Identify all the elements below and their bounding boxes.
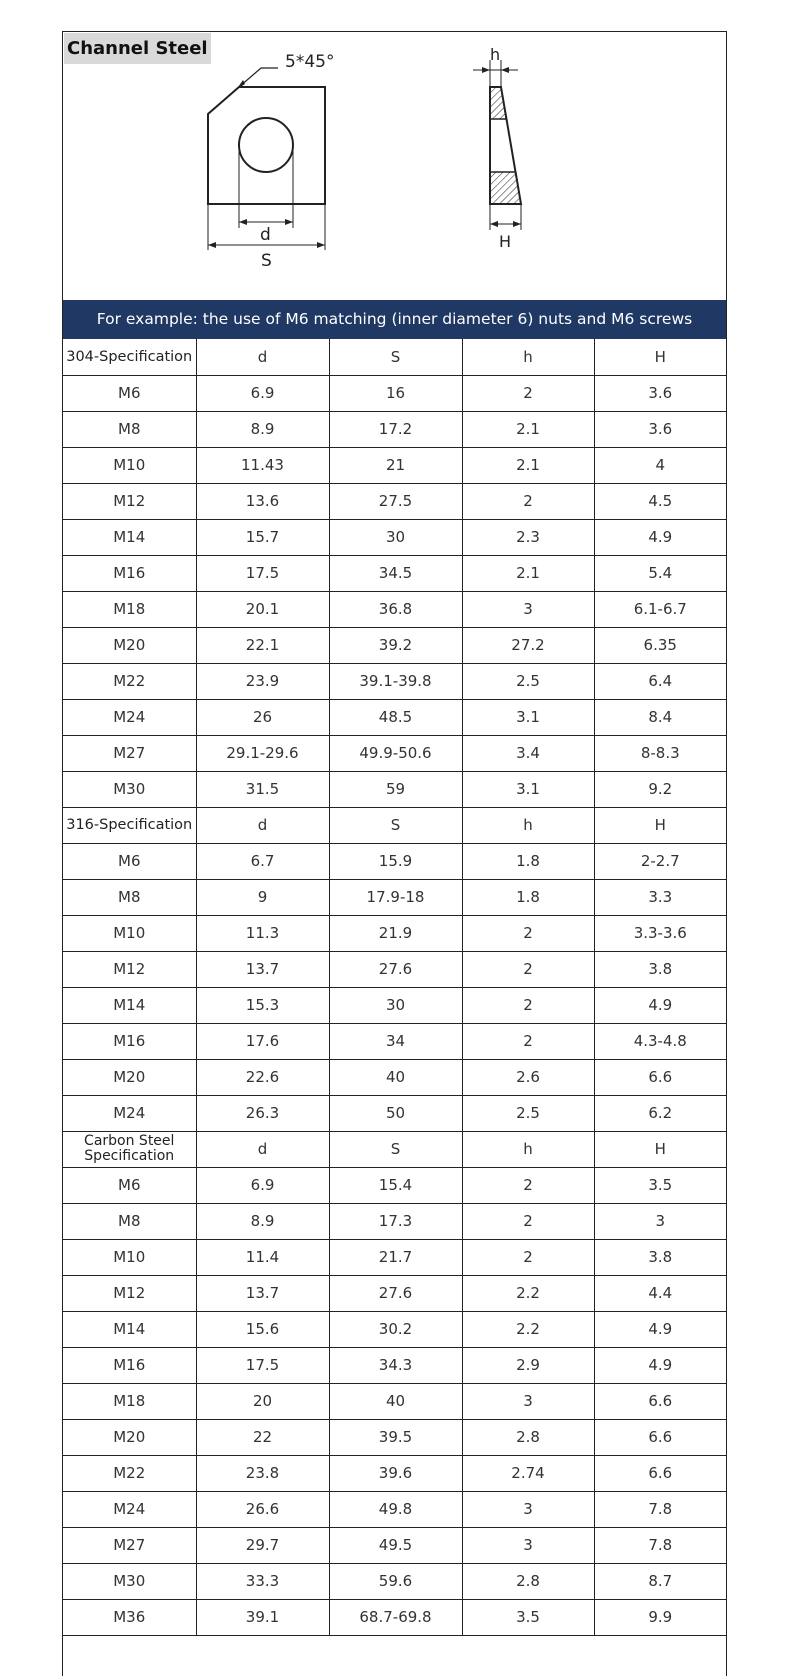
value-cell: 3.6 bbox=[594, 375, 726, 411]
value-cell: 3.3-3.6 bbox=[594, 915, 726, 951]
value-cell: 30 bbox=[329, 987, 462, 1023]
table-row bbox=[63, 519, 726, 555]
value-cell: 3.8 bbox=[594, 951, 726, 987]
value-cell: 16 bbox=[329, 375, 462, 411]
value-cell: 31.5 bbox=[196, 771, 329, 807]
section-header-row bbox=[63, 339, 726, 375]
value-cell: 4 bbox=[594, 447, 726, 483]
value-cell: 2 bbox=[462, 987, 594, 1023]
value-cell: 30.2 bbox=[329, 1311, 462, 1347]
table-row bbox=[63, 1203, 726, 1239]
value-cell: 2.5 bbox=[462, 663, 594, 699]
column-header: S bbox=[329, 339, 462, 375]
value-cell: 7.8 bbox=[594, 1527, 726, 1563]
value-cell: 15.7 bbox=[196, 519, 329, 555]
value-cell: 2 bbox=[462, 1167, 594, 1203]
table-row bbox=[63, 1023, 726, 1059]
value-cell: 2.1 bbox=[462, 411, 594, 447]
value-cell: 20 bbox=[196, 1383, 329, 1419]
value-cell: 6.6 bbox=[594, 1455, 726, 1491]
value-cell: 2.8 bbox=[462, 1563, 594, 1599]
value-cell: 59.6 bbox=[329, 1563, 462, 1599]
size-cell: M10 bbox=[63, 447, 196, 483]
value-cell: 2.5 bbox=[462, 1095, 594, 1131]
column-header: d bbox=[196, 339, 329, 375]
value-cell: 15.9 bbox=[329, 843, 462, 879]
size-cell: M24 bbox=[63, 1095, 196, 1131]
value-cell: 11.4 bbox=[196, 1239, 329, 1275]
value-cell: 6.9 bbox=[196, 1167, 329, 1203]
value-cell: 9.9 bbox=[594, 1599, 726, 1635]
table-row bbox=[63, 879, 726, 915]
value-cell: 13.7 bbox=[196, 951, 329, 987]
value-cell: 2 bbox=[462, 915, 594, 951]
value-cell: 6.1-6.7 bbox=[594, 591, 726, 627]
table-row bbox=[63, 1455, 726, 1491]
value-cell: 39.1-39.8 bbox=[329, 663, 462, 699]
size-cell: M20 bbox=[63, 1059, 196, 1095]
value-cell: 27.6 bbox=[329, 951, 462, 987]
value-cell: 3.5 bbox=[462, 1599, 594, 1635]
value-cell: 8.9 bbox=[196, 1203, 329, 1239]
spec-table bbox=[63, 339, 726, 1636]
size-cell: M16 bbox=[63, 1347, 196, 1383]
value-cell: 17.5 bbox=[196, 1347, 329, 1383]
value-cell: 11.43 bbox=[196, 447, 329, 483]
value-cell: 20.1 bbox=[196, 591, 329, 627]
value-cell: 2 bbox=[462, 1239, 594, 1275]
value-cell: 9.2 bbox=[594, 771, 726, 807]
table-row bbox=[63, 627, 726, 663]
table-row bbox=[63, 843, 726, 879]
value-cell: 6.9 bbox=[196, 375, 329, 411]
value-cell: 2.74 bbox=[462, 1455, 594, 1491]
value-cell: 26.3 bbox=[196, 1095, 329, 1131]
value-cell: 22.1 bbox=[196, 627, 329, 663]
value-cell: 2 bbox=[462, 951, 594, 987]
value-cell: 2-2.7 bbox=[594, 843, 726, 879]
section-header-row bbox=[63, 1131, 726, 1167]
table-row bbox=[63, 1311, 726, 1347]
h-label: h bbox=[490, 45, 501, 64]
size-cell: M14 bbox=[63, 519, 196, 555]
value-cell: 39.6 bbox=[329, 1455, 462, 1491]
value-cell: 68.7-69.8 bbox=[329, 1599, 462, 1635]
table-row bbox=[63, 951, 726, 987]
value-cell: 13.7 bbox=[196, 1275, 329, 1311]
value-cell: 33.3 bbox=[196, 1563, 329, 1599]
section-header: 316-Specification bbox=[63, 807, 196, 843]
column-header: S bbox=[329, 1131, 462, 1167]
size-cell: M36 bbox=[63, 1599, 196, 1635]
H-label: H bbox=[499, 232, 512, 251]
table-row bbox=[63, 663, 726, 699]
column-header: S bbox=[329, 807, 462, 843]
value-cell: 36.8 bbox=[329, 591, 462, 627]
value-cell: 26.6 bbox=[196, 1491, 329, 1527]
value-cell: 6.6 bbox=[594, 1419, 726, 1455]
value-cell: 17.2 bbox=[329, 411, 462, 447]
value-cell: 8-8.3 bbox=[594, 735, 726, 771]
column-header: H bbox=[594, 807, 726, 843]
size-cell: M16 bbox=[63, 555, 196, 591]
column-header: d bbox=[196, 1131, 329, 1167]
size-cell: M30 bbox=[63, 771, 196, 807]
value-cell: 34 bbox=[329, 1023, 462, 1059]
value-cell: 1.8 bbox=[462, 843, 594, 879]
value-cell: 34.5 bbox=[329, 555, 462, 591]
size-cell: M16 bbox=[63, 1023, 196, 1059]
table-row bbox=[63, 915, 726, 951]
value-cell: 9 bbox=[196, 879, 329, 915]
size-cell: M6 bbox=[63, 843, 196, 879]
value-cell: 29.1-29.6 bbox=[196, 735, 329, 771]
value-cell: 2.2 bbox=[462, 1311, 594, 1347]
value-cell: 6.4 bbox=[594, 663, 726, 699]
size-cell: M8 bbox=[63, 411, 196, 447]
table-row bbox=[63, 483, 726, 519]
value-cell: 49.8 bbox=[329, 1491, 462, 1527]
size-cell: M27 bbox=[63, 735, 196, 771]
value-cell: 6.35 bbox=[594, 627, 726, 663]
value-cell: 5.4 bbox=[594, 555, 726, 591]
value-cell: 4.9 bbox=[594, 1347, 726, 1383]
column-header: h bbox=[462, 339, 594, 375]
value-cell: 3 bbox=[462, 1383, 594, 1419]
size-cell: M20 bbox=[63, 1419, 196, 1455]
table-row bbox=[63, 555, 726, 591]
chamfer-label: 5*45° bbox=[285, 52, 335, 72]
value-cell: 39.1 bbox=[196, 1599, 329, 1635]
table-row bbox=[63, 771, 726, 807]
size-cell: M22 bbox=[63, 663, 196, 699]
value-cell: 11.3 bbox=[196, 915, 329, 951]
value-cell: 39.5 bbox=[329, 1419, 462, 1455]
value-cell: 3.1 bbox=[462, 699, 594, 735]
value-cell: 27.5 bbox=[329, 483, 462, 519]
value-cell: 59 bbox=[329, 771, 462, 807]
size-cell: M6 bbox=[63, 375, 196, 411]
column-header: h bbox=[462, 807, 594, 843]
table-row bbox=[63, 1059, 726, 1095]
value-cell: 17.5 bbox=[196, 555, 329, 591]
value-cell: 8.9 bbox=[196, 411, 329, 447]
value-cell: 2 bbox=[462, 375, 594, 411]
table-row bbox=[63, 591, 726, 627]
size-cell: M10 bbox=[63, 915, 196, 951]
value-cell: 30 bbox=[329, 519, 462, 555]
size-cell: M10 bbox=[63, 1239, 196, 1275]
size-cell: M8 bbox=[63, 879, 196, 915]
value-cell: 50 bbox=[329, 1095, 462, 1131]
value-cell: 21.9 bbox=[329, 915, 462, 951]
section-header-row bbox=[63, 807, 726, 843]
value-cell: 40 bbox=[329, 1383, 462, 1419]
value-cell: 3.1 bbox=[462, 771, 594, 807]
table-row bbox=[63, 1239, 726, 1275]
value-cell: 21.7 bbox=[329, 1239, 462, 1275]
column-header: d bbox=[196, 807, 329, 843]
size-cell: M27 bbox=[63, 1527, 196, 1563]
value-cell: 2.6 bbox=[462, 1059, 594, 1095]
value-cell: 13.6 bbox=[196, 483, 329, 519]
chamfer-arrowhead bbox=[236, 80, 245, 90]
value-cell: 3.3 bbox=[594, 879, 726, 915]
value-cell: 27.6 bbox=[329, 1275, 462, 1311]
value-cell: 1.8 bbox=[462, 879, 594, 915]
table-row bbox=[63, 1167, 726, 1203]
value-cell: 2.9 bbox=[462, 1347, 594, 1383]
size-cell: M12 bbox=[63, 951, 196, 987]
value-cell: 8.4 bbox=[594, 699, 726, 735]
table-row bbox=[63, 1563, 726, 1599]
value-cell: 22 bbox=[196, 1419, 329, 1455]
value-cell: 3.4 bbox=[462, 735, 594, 771]
value-cell: 4.4 bbox=[594, 1275, 726, 1311]
size-cell: M14 bbox=[63, 1311, 196, 1347]
value-cell: 26 bbox=[196, 699, 329, 735]
size-cell: M12 bbox=[63, 1275, 196, 1311]
example-banner: For example: the use of M6 matching (inner diameter 6) nuts and M6 screws bbox=[63, 300, 726, 339]
value-cell: 15.6 bbox=[196, 1311, 329, 1347]
size-cell: M22 bbox=[63, 1455, 196, 1491]
table-row bbox=[63, 987, 726, 1023]
value-cell: 17.3 bbox=[329, 1203, 462, 1239]
value-cell: 22.6 bbox=[196, 1059, 329, 1095]
table-row bbox=[63, 447, 726, 483]
value-cell: 48.5 bbox=[329, 699, 462, 735]
table-row bbox=[63, 1599, 726, 1635]
page-title: Channel Steel bbox=[64, 33, 211, 64]
value-cell: 3 bbox=[462, 1491, 594, 1527]
value-cell: 4.5 bbox=[594, 483, 726, 519]
size-cell: M6 bbox=[63, 1167, 196, 1203]
size-cell: M24 bbox=[63, 699, 196, 735]
table-row bbox=[63, 1347, 726, 1383]
spec-sheet bbox=[62, 31, 727, 1676]
value-cell: 3 bbox=[594, 1203, 726, 1239]
washer-diagram bbox=[63, 32, 726, 300]
hatch-top bbox=[490, 87, 506, 119]
value-cell: 4.3-4.8 bbox=[594, 1023, 726, 1059]
value-cell: 2.8 bbox=[462, 1419, 594, 1455]
d-label: d bbox=[260, 225, 271, 245]
diagram-area bbox=[63, 32, 726, 300]
value-cell: 23.9 bbox=[196, 663, 329, 699]
section-header: 304-Specification bbox=[63, 339, 196, 375]
value-cell: 15.4 bbox=[329, 1167, 462, 1203]
value-cell: 17.6 bbox=[196, 1023, 329, 1059]
size-cell: M14 bbox=[63, 987, 196, 1023]
value-cell: 3.6 bbox=[594, 411, 726, 447]
value-cell: 6.6 bbox=[594, 1059, 726, 1095]
s-label: S bbox=[261, 251, 272, 271]
value-cell: 7.8 bbox=[594, 1491, 726, 1527]
value-cell: 2.3 bbox=[462, 519, 594, 555]
value-cell: 3.8 bbox=[594, 1239, 726, 1275]
value-cell: 29.7 bbox=[196, 1527, 329, 1563]
hatch-bottom bbox=[490, 172, 521, 204]
value-cell: 8.7 bbox=[594, 1563, 726, 1599]
value-cell: 15.3 bbox=[196, 987, 329, 1023]
washer-front-outline bbox=[208, 87, 325, 204]
value-cell: 2.2 bbox=[462, 1275, 594, 1311]
size-cell: M18 bbox=[63, 591, 196, 627]
size-cell: M30 bbox=[63, 1563, 196, 1599]
value-cell: 3 bbox=[462, 1527, 594, 1563]
table-row bbox=[63, 699, 726, 735]
size-cell: M24 bbox=[63, 1491, 196, 1527]
column-header: H bbox=[594, 1131, 726, 1167]
value-cell: 4.9 bbox=[594, 987, 726, 1023]
value-cell: 6.2 bbox=[594, 1095, 726, 1131]
table-row bbox=[63, 1275, 726, 1311]
table-row bbox=[63, 1419, 726, 1455]
value-cell: 4.9 bbox=[594, 519, 726, 555]
value-cell: 21 bbox=[329, 447, 462, 483]
value-cell: 17.9-18 bbox=[329, 879, 462, 915]
column-header: h bbox=[462, 1131, 594, 1167]
value-cell: 39.2 bbox=[329, 627, 462, 663]
value-cell: 49.9-50.6 bbox=[329, 735, 462, 771]
value-cell: 2 bbox=[462, 483, 594, 519]
value-cell: 2 bbox=[462, 1023, 594, 1059]
value-cell: 49.5 bbox=[329, 1527, 462, 1563]
size-cell: M8 bbox=[63, 1203, 196, 1239]
column-header: H bbox=[594, 339, 726, 375]
table-row bbox=[63, 1383, 726, 1419]
value-cell: 2.1 bbox=[462, 447, 594, 483]
section-header: Carbon Steel Specification bbox=[63, 1131, 196, 1167]
table-row bbox=[63, 735, 726, 771]
value-cell: 34.3 bbox=[329, 1347, 462, 1383]
value-cell: 6.7 bbox=[196, 843, 329, 879]
size-cell: M18 bbox=[63, 1383, 196, 1419]
table-row bbox=[63, 1527, 726, 1563]
table-row bbox=[63, 1491, 726, 1527]
table-row bbox=[63, 1095, 726, 1131]
value-cell: 6.6 bbox=[594, 1383, 726, 1419]
table-row bbox=[63, 375, 726, 411]
value-cell: 2 bbox=[462, 1203, 594, 1239]
size-cell: M20 bbox=[63, 627, 196, 663]
size-cell: M12 bbox=[63, 483, 196, 519]
value-cell: 4.9 bbox=[594, 1311, 726, 1347]
value-cell: 3 bbox=[462, 591, 594, 627]
value-cell: 23.8 bbox=[196, 1455, 329, 1491]
chamfer-leader bbox=[239, 68, 278, 87]
value-cell: 3.5 bbox=[594, 1167, 726, 1203]
washer-hole bbox=[239, 118, 293, 172]
table-row bbox=[63, 411, 726, 447]
value-cell: 27.2 bbox=[462, 627, 594, 663]
value-cell: 2.1 bbox=[462, 555, 594, 591]
value-cell: 40 bbox=[329, 1059, 462, 1095]
